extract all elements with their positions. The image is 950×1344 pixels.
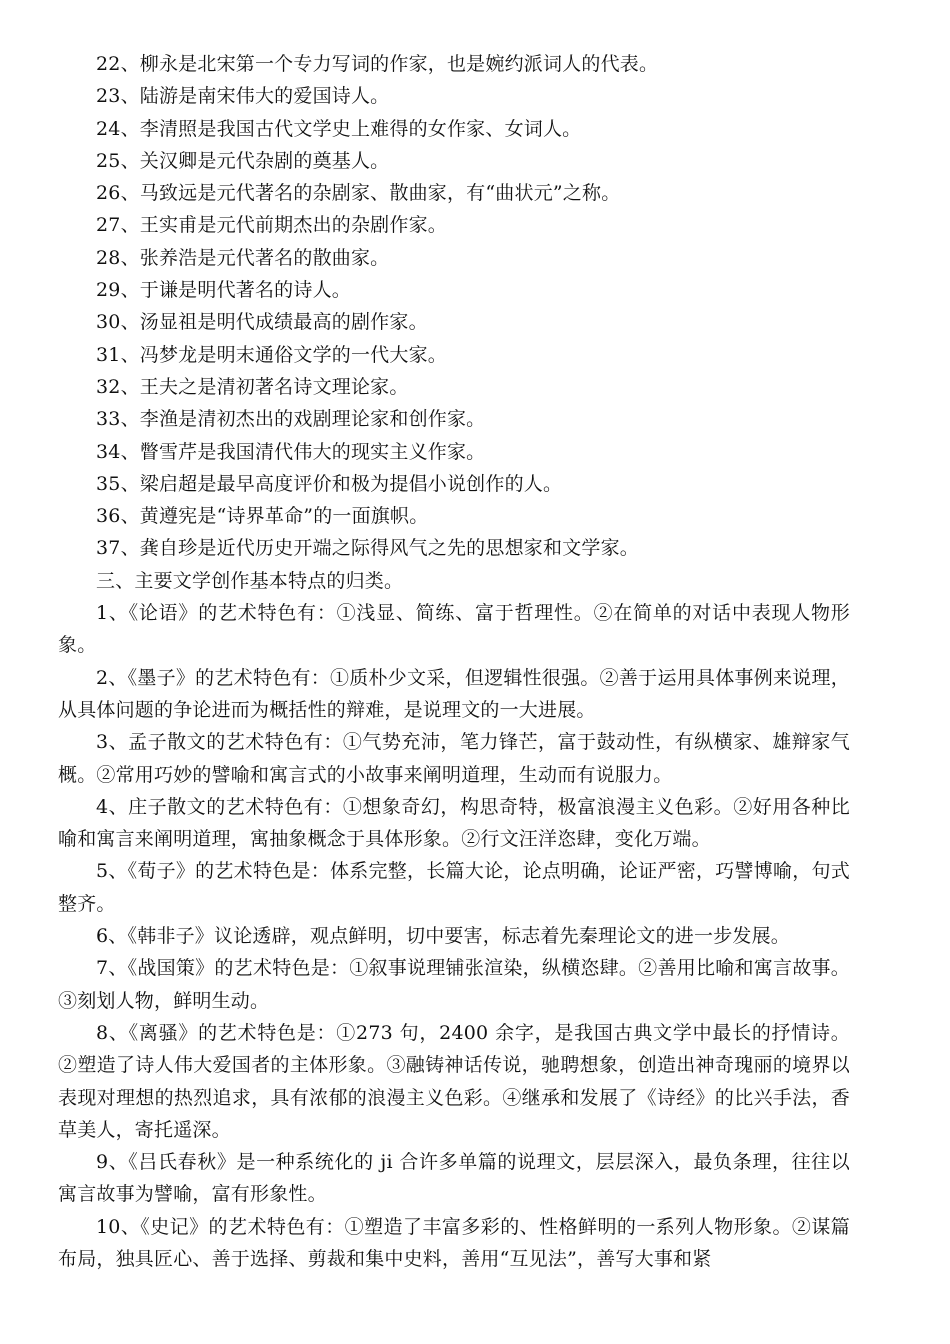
paragraph: 1、《论语》的艺术特色有：①浅显、简练、富于哲理性。②在简单的对话中表现人物形象。 xyxy=(58,602,850,657)
paragraph: 22、柳永是北宋第一个专力写词的作家，也是婉约派词人的代表。 xyxy=(96,53,659,75)
paragraph: 6、《韩非子》议论透辟，观点鲜明，切中要害，标志着先秦理论文的进一步发展。 xyxy=(96,925,790,948)
paragraph: 32、王夫之是清初著名诗文理论家。 xyxy=(96,375,409,398)
paragraph: 29、于谦是明代著名的诗人。 xyxy=(96,279,351,302)
paragraph: 10、《史记》的艺术特色有：①塑造了丰富多彩的、性格鲜明的一系列人物形象。②谋篇布局，独具匠心、善于选择、剪裁和集中史料，善用“互见法”，善写大事和紧 xyxy=(58,1215,850,1270)
paragraph: 7、《战国策》的艺术特色是：①叙事说理铺张渲染，纵横恣肆。②善用比喻和寓言故事。③刻划人物，鲜明生动。 xyxy=(58,957,850,1012)
paragraph: 24、李清照是我国古代文学史上难得的女作家、女词人。 xyxy=(96,117,582,140)
paragraph: 8、《离骚》的艺术特色是：①273 句，2400 余字，是我国古典文学中最长的抒情诗。②塑造了诗人伟大爱国者的主体形象。③融铸神话传说，驰聘想象，创造出神奇瑰丽的境界以表现对理想的热烈追求，具有浓郁的浪漫主义色彩。④继承和发展了《诗经》的比兴手法，香草美人，寄托遥深。 xyxy=(58,1021,850,1141)
paragraph: 33、李渔是清初杰出的戏剧理论家和创作家。 xyxy=(96,408,486,431)
paragraph: 34、瞥雪芹是我国清代伟大的现实主义作家。 xyxy=(96,440,486,463)
paragraph: 4、庄子散文的艺术特色有：①想象奇幻，构思奇特，极富浪漫主义色彩。②好用各种比喻和寓言来阐明道理，寓抽象概念于具体形象。②行文汪洋恣肆，变化万端。 xyxy=(58,795,850,851)
section-heading: 三、主要文学创作基本特点的归类。 xyxy=(96,569,404,592)
paragraph: 3、孟子散文的艺术特色有：①气势充沛，笔力锋芒，富于鼓动性，有纵横家、雄辩家气概。②常用巧妙的譬喻和寓言式的小故事来阐明道理，生动而有说服力。 xyxy=(58,731,850,786)
paragraph: 35、梁启超是最早高度评价和极为提倡小说创作的人。 xyxy=(96,472,563,495)
paragraph: 30、汤显祖是明代成绩最高的剧作家。 xyxy=(96,311,428,334)
paragraph: 36、黄遵宪是“诗界革命”的一面旗帜。 xyxy=(96,505,429,528)
document-page xyxy=(58,48,850,1275)
paragraph: 5、《荀子》的艺术特色是：体系完整，长篇大论，论点明确，论证严密，巧譬博喻，句式整齐。 xyxy=(58,860,850,915)
paragraph: 28、张养浩是元代著名的散曲家。 xyxy=(96,246,390,269)
paragraph: 31、冯梦龙是明末通俗文学的一代大家。 xyxy=(96,343,447,366)
paragraph: 37、龚自珍是近代历史开端之际得风气之先的思想家和文学家。 xyxy=(96,537,639,560)
paragraph: 27、王实甫是元代前期杰出的杂剧作家。 xyxy=(96,214,447,237)
paragraph: 23、陆游是南宋伟大的爱国诗人。 xyxy=(96,85,390,108)
paragraph: 25、关汉卿是元代杂剧的奠基人。 xyxy=(96,149,390,172)
paragraph: 9、《吕氏春秋》是一种系统化的 ji 合许多单篇的说理文，层层深入，最负条理，往往以寓言故事为譬喻，富有形象性。 xyxy=(58,1151,850,1206)
paragraph: 2、《墨子》的艺术特色有：①质朴少文采，但逻辑性很强。②善于运用具体事例来说理，从具体问题的争论进而为概括性的辩难，是说理文的一大进展。 xyxy=(58,666,850,721)
paragraph: 26、马致远是元代著名的杂剧家、散曲家，有“曲状元”之称。 xyxy=(96,182,621,205)
